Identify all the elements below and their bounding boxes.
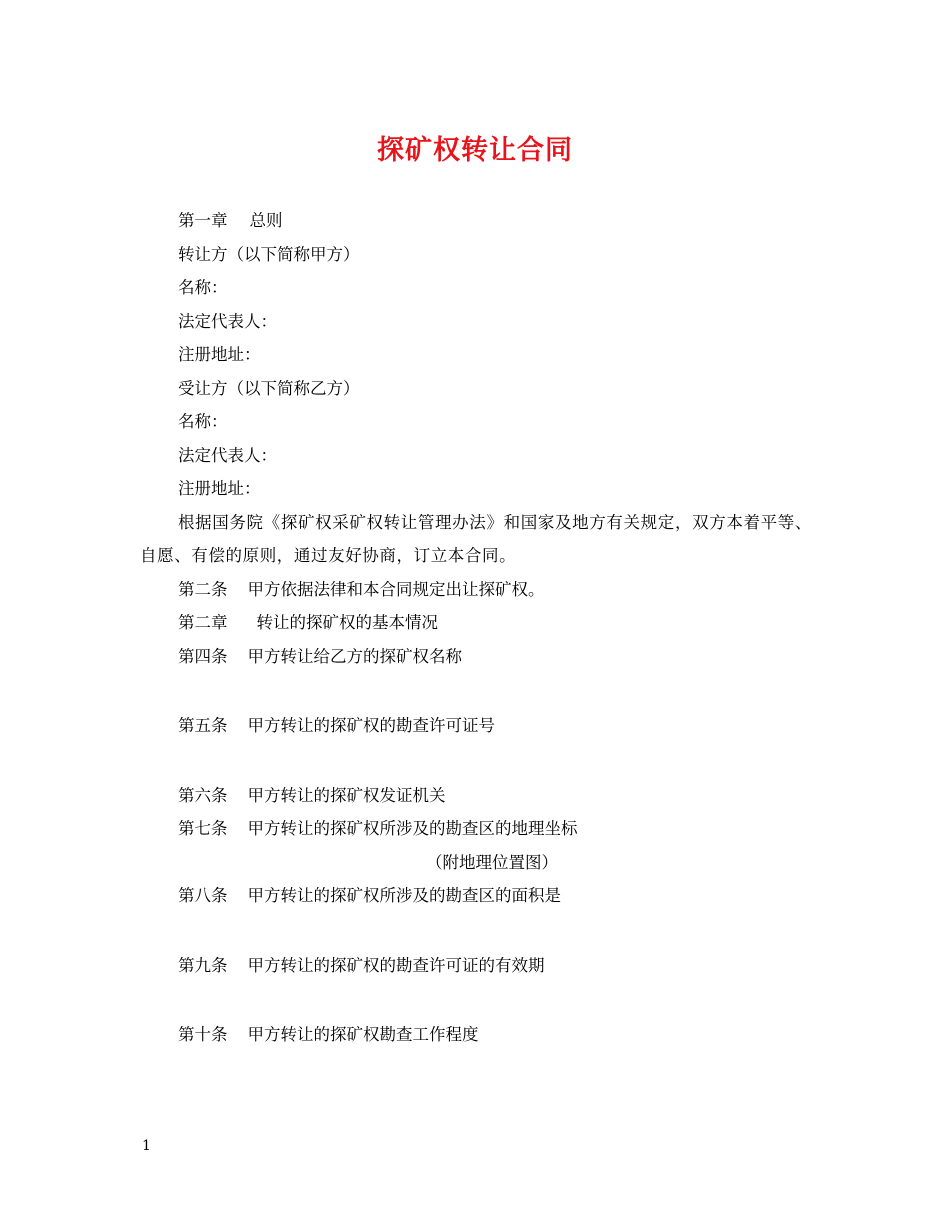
document-body <box>140 204 812 1052</box>
article-number: 第八条 <box>178 886 228 905</box>
article-5 <box>140 709 812 743</box>
chapter-2-heading <box>140 606 812 640</box>
article-8 <box>140 879 812 913</box>
article-text: 甲方转让的探矿权所涉及的勘查区的面积是 <box>247 886 561 905</box>
chapter-1-heading <box>140 204 812 238</box>
blank-line <box>140 982 812 1018</box>
transferee-address-label: 注册地址： <box>178 479 261 498</box>
article-number: 第七条 <box>178 819 228 838</box>
blank-line <box>140 673 812 709</box>
article-4 <box>140 640 812 674</box>
chapter-number: 第一章 <box>178 211 228 230</box>
article-6 <box>140 779 812 813</box>
article-2 <box>140 573 812 607</box>
transferor-name-label: 名称： <box>178 278 228 297</box>
article-number: 第四条 <box>178 646 228 666</box>
article-text: 甲方依据法律和本合同规定出让探矿权。 <box>247 579 545 599</box>
document-title: 探矿权转让合同 <box>377 135 573 166</box>
blank-line <box>140 913 812 949</box>
chapter-number: 第二章 <box>178 613 228 632</box>
transferee-rep-label: 法定代表人： <box>178 445 277 465</box>
transferor-heading: 转让方（以下简称甲方） <box>178 244 360 264</box>
blank-line <box>140 743 812 779</box>
article-number: 第五条 <box>178 716 228 735</box>
transferee-name-label: 名称： <box>178 412 228 431</box>
article-text: 甲方转让的探矿权发证机关 <box>247 785 446 805</box>
article-number: 第二条 <box>178 579 228 599</box>
article-text: 甲方转让的探矿权的勘查许可证的有效期 <box>247 955 545 975</box>
article-number: 第六条 <box>178 785 228 805</box>
article-text: 甲方转让给乙方的探矿权名称 <box>247 646 462 666</box>
article-number: 第九条 <box>178 955 228 975</box>
transferor-rep-label: 法定代表人： <box>178 311 277 331</box>
page-number: 1 <box>142 1138 151 1154</box>
chapter-name: 总则 <box>249 211 283 230</box>
article-7-note: （附地理位置图） <box>426 852 558 872</box>
article-text: 甲方转让的探矿权所涉及的勘查区的地理坐标 <box>247 819 578 838</box>
chapter-name: 转让的探矿权的基本情况 <box>256 613 438 632</box>
article-text: 甲方转让的探矿权勘查工作程度 <box>247 1025 479 1044</box>
transferee-heading: 受让方（以下简称乙方） <box>178 378 360 398</box>
article-text: 甲方转让的探矿权的勘查许可证号 <box>247 716 495 735</box>
transferor-address-label: 注册地址： <box>178 345 261 364</box>
article-number: 第十条 <box>178 1025 228 1044</box>
preamble-paragraph: 根据国务院《探矿权采矿权转让管理办法》和国家及地方有关规定，双方本着平等、自愿、有偿的原则，通过友好协商，订立本合同。 <box>140 512 812 565</box>
article-10 <box>140 1018 812 1052</box>
article-7 <box>140 812 812 846</box>
article-9 <box>140 949 812 983</box>
